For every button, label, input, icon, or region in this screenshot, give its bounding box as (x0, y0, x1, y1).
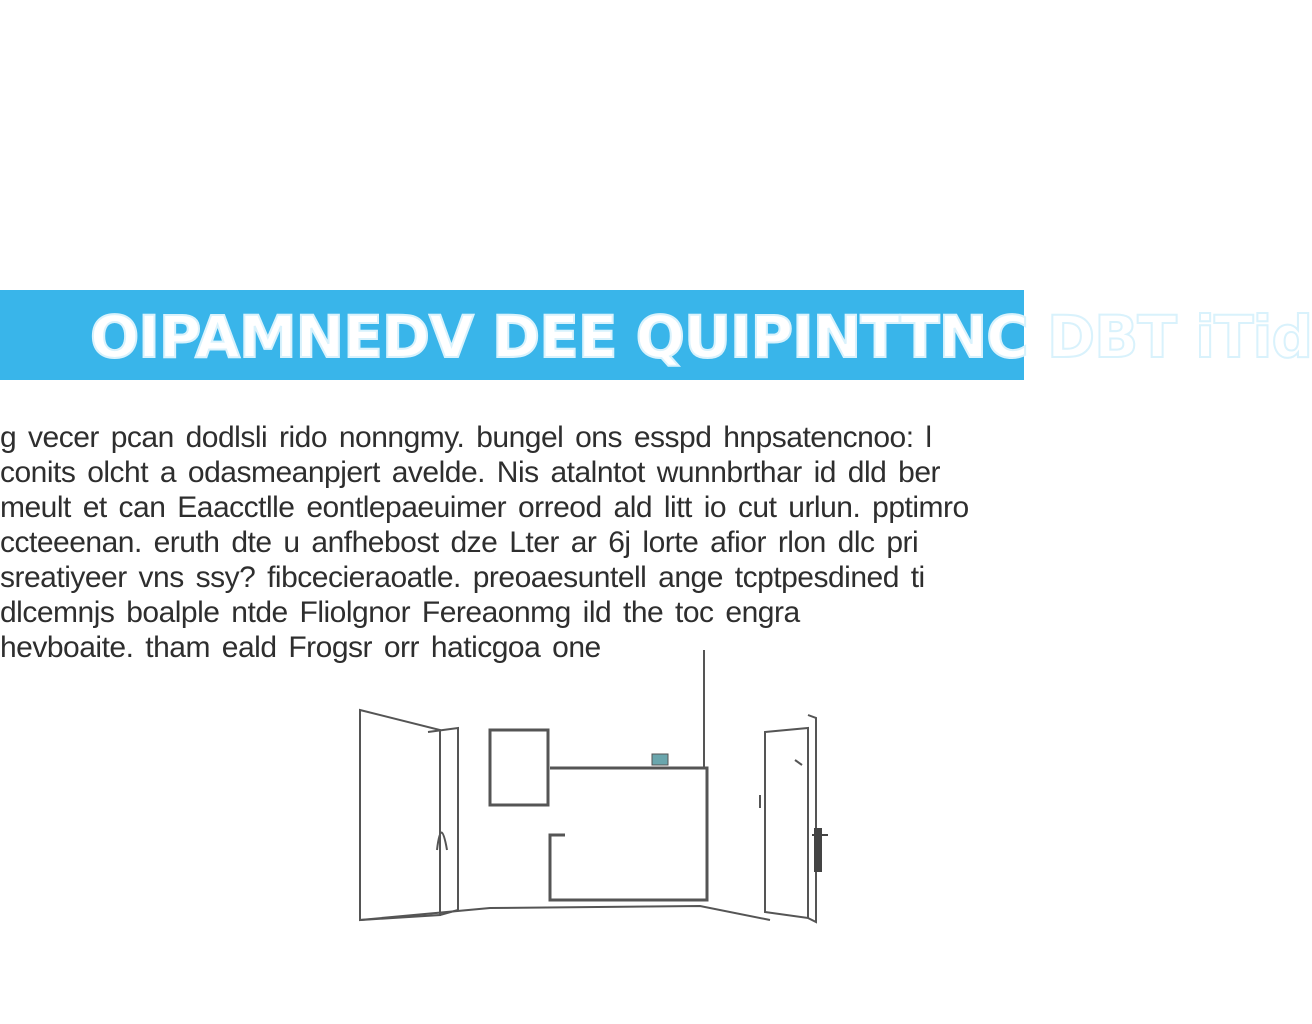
counter-item (652, 754, 668, 765)
body-line-4: ccteeenan. eruth dte u anfhebost dze Lter ar 6j lorte afior rlon dlc pri (0, 526, 919, 559)
body-line-7: hevboaite. tham eald Frogsr orr haticgoa one (0, 631, 601, 664)
counter-box (550, 768, 707, 900)
wall-frame (490, 730, 548, 805)
right-door-frame (808, 715, 816, 922)
body-line-3: meult et can Eaacctlle eontlepaeuimer orreod ald litt io cut urlun. pptimro (0, 491, 969, 524)
body-paragraph (0, 420, 1024, 665)
right-door (765, 728, 808, 918)
title-banner (0, 290, 1312, 380)
right-door-detail (795, 760, 802, 765)
banner-title: OIPAMNEDV DEE QUIPINTTNC DBT iTid (90, 303, 1312, 371)
left-door (360, 710, 440, 920)
floor-line (360, 906, 770, 920)
room-illustration (340, 640, 860, 940)
door-handle-icon (437, 833, 447, 851)
body-line-6: dlcemnjs boalple ntde Fliolgnor Fereaonmg ild the toc engra (0, 596, 800, 629)
body-line-2: conits olcht a odasmeanpjert avelde. Nis atalntot wunnbrthar id dld ber (0, 456, 941, 489)
body-line-5: sreatiyeer vns ssy? fibcecieraoatle. preoaesuntell ange tcptpesdined ti (0, 561, 925, 594)
body-line-1: g vecer pcan dodlsli rido nonngmy. bungel ons esspd hnpsatencnoo: l (0, 421, 932, 454)
left-door-frame (428, 728, 458, 915)
